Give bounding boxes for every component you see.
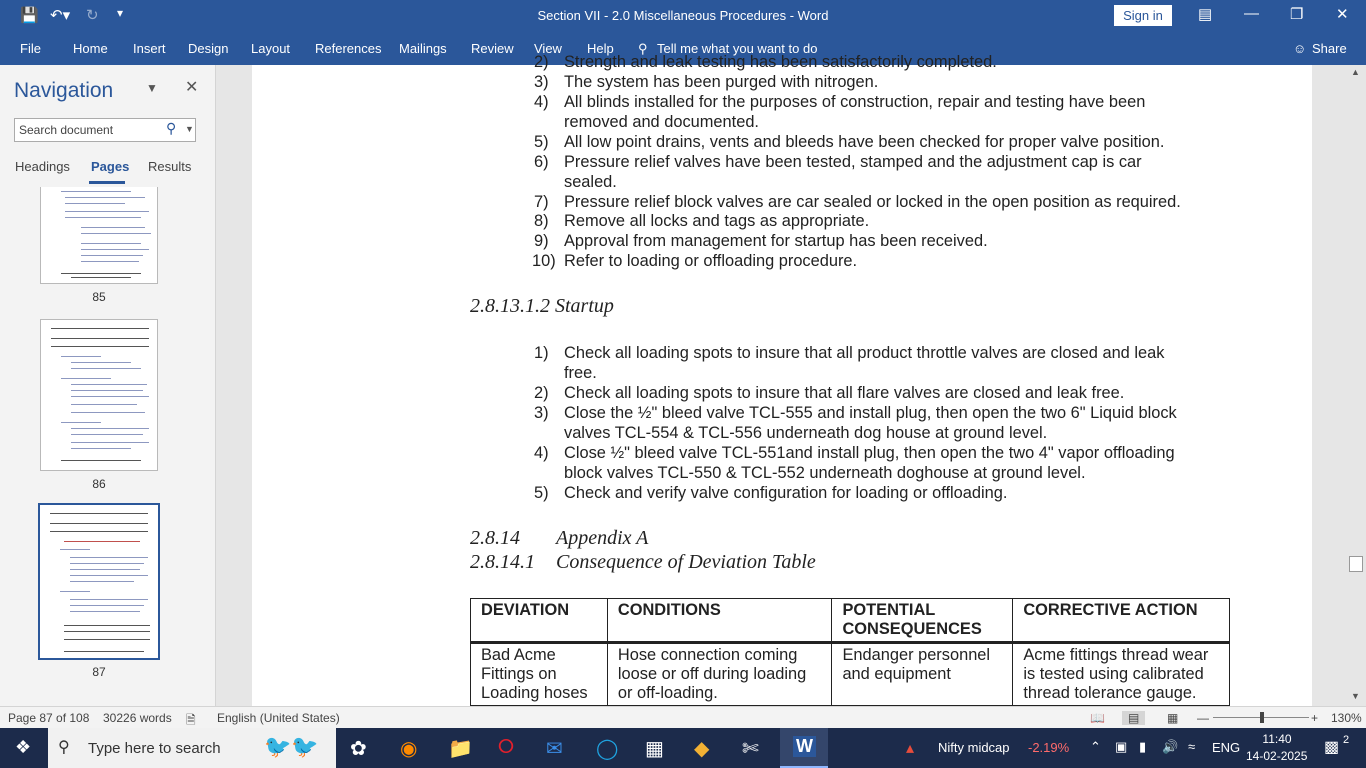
customize-qat-icon[interactable]: ▾ <box>117 6 124 20</box>
copilot-icon[interactable]: ✿ <box>350 738 367 760</box>
firefox-icon[interactable]: ◉ <box>400 738 418 760</box>
list-item-text: Approval from management for startup has been received. <box>564 232 988 250</box>
close-icon[interactable]: ✕ <box>1336 6 1349 23</box>
list-item-text: Refer to loading or offloading procedure. <box>564 252 858 270</box>
list-item-number: 7) <box>534 193 549 211</box>
tray-chevron-icon[interactable]: ⌃ <box>1090 739 1101 754</box>
tell-me-input[interactable]: Tell me what you want to do <box>657 41 818 56</box>
volume-icon[interactable]: 🔊 <box>1162 739 1179 754</box>
navigation-heading: Navigation <box>14 79 114 102</box>
list-item-text: Strength and leak testing has been satisfactorily completed. <box>564 53 997 71</box>
tab-layout[interactable]: Layout <box>251 41 291 56</box>
document-page[interactable] <box>252 53 1312 706</box>
table-header-row <box>471 599 1230 643</box>
notification-icon[interactable]: ▩ <box>1324 739 1340 756</box>
list-item-number: 5) <box>534 133 549 151</box>
table-cell: Acme fittings thread wear is tested using calibrated thread tolerance gauge. <box>1013 643 1230 706</box>
search-dropdown-icon[interactable]: ▼ <box>185 124 194 134</box>
appendix-number: 2.8.14 <box>470 527 520 549</box>
read-mode-icon[interactable]: 📖 <box>1090 711 1105 725</box>
search-icon[interactable]: ⚲ <box>166 120 177 136</box>
scroll-up-icon[interactable]: ▲ <box>1351 67 1360 77</box>
clock-time[interactable]: 11:40 <box>1262 732 1292 746</box>
page-thumbnail-87-selected[interactable] <box>38 503 160 660</box>
list-item-number: 3) <box>534 404 549 422</box>
list-item-text: All blinds installed for the purposes of construction, repair and testing have been <box>564 93 1146 111</box>
window-title: Section VII - 2.0 Miscellaneous Procedures - Word <box>537 8 829 23</box>
proofing-icon[interactable]: 🗎 <box>186 713 196 727</box>
word-count[interactable]: 30226 words <box>103 711 172 725</box>
search-icon: ⚲ <box>58 739 70 756</box>
zoom-in-icon[interactable]: + <box>1311 711 1319 725</box>
tab-insert[interactable]: Insert <box>133 41 166 56</box>
list-item-text: Close ½" bleed valve TCL-551and install plug, then open the two 4" vapor offloading <box>564 444 1175 462</box>
page-number-85: 85 <box>92 290 106 304</box>
list-item-number: 3) <box>534 73 549 91</box>
list-item-number: 10) <box>532 252 556 270</box>
nav-search-input[interactable]: Search document <box>14 118 196 142</box>
header-corrective-action: CORRECTIVE ACTION <box>1013 599 1230 643</box>
minimize-icon[interactable]: — <box>1244 5 1259 22</box>
tab-pages-underline <box>89 181 125 184</box>
birds-icon: 🐦🐦 <box>264 734 319 759</box>
share-button[interactable]: Share <box>1312 41 1347 56</box>
input-language[interactable]: ENG <box>1212 740 1241 755</box>
list-item-text: Check all loading spots to insure that all product throttle valves are closed and leak <box>564 344 1165 362</box>
list-item-text: sealed. <box>564 173 617 191</box>
list-item-number: 8) <box>534 212 549 230</box>
language-status[interactable]: English (United States) <box>217 711 340 725</box>
taskbar-search[interactable] <box>48 728 336 768</box>
list-item-text: Remove all locks and tags as appropriate. <box>564 212 870 230</box>
tab-home[interactable]: Home <box>73 41 108 56</box>
file-explorer-icon[interactable]: 📁 <box>448 738 473 760</box>
list-item-text: Pressure relief valves have been tested, stamped and the adjustment cap is car <box>564 153 1142 171</box>
table-section-number: 2.8.14.1 <box>470 551 535 573</box>
list-item-text: Close the ½" bleed valve TCL-555 and install plug, then open the two 6" Liquid block <box>564 404 1177 422</box>
app-icon[interactable]: ▦ <box>645 738 664 760</box>
list-item-text: removed and documented. <box>564 113 759 131</box>
edge-icon[interactable]: ◯ <box>596 738 619 760</box>
battery-icon[interactable]: ▮ <box>1139 739 1147 754</box>
list-item-text: All low point drains, vents and bleeds have been checked for proper valve position. <box>564 133 1165 151</box>
wifi-icon[interactable]: ≈ <box>1188 739 1196 754</box>
ribbon-display-icon[interactable]: ▤ <box>1198 6 1213 23</box>
tab-help[interactable]: Help <box>587 41 614 56</box>
title-bar <box>0 0 1366 32</box>
web-layout-icon[interactable]: ▦ <box>1167 711 1179 725</box>
page-count[interactable]: Page 87 of 108 <box>8 711 90 725</box>
word-taskbar-button[interactable] <box>780 728 828 768</box>
list-item-number: 5) <box>534 484 549 502</box>
word-icon: W <box>793 736 816 757</box>
status-bar <box>0 706 1366 728</box>
deviation-table <box>470 598 1230 706</box>
table-cell: Bad Acme Fittings on Loading hoses <box>471 643 608 706</box>
list-item-text: Check and verify valve configuration for loading or offloading. <box>564 484 1008 502</box>
zoom-slider-thumb[interactable] <box>1260 712 1264 723</box>
table-cell: Endanger personnel and equipment <box>832 643 1013 706</box>
tab-review[interactable]: Review <box>471 41 514 56</box>
opera-icon[interactable]: ⭘ <box>498 736 514 758</box>
header-conditions: CONDITIONS <box>607 599 832 643</box>
list-item-text: valves TCL-554 & TCL-556 underneath dog house at ground level. <box>564 424 1048 442</box>
stock-change[interactable]: -2.19% <box>1028 740 1070 755</box>
mail-icon[interactable]: ✉ <box>546 738 563 760</box>
taskbar <box>0 728 1366 768</box>
zoom-level[interactable]: 130% <box>1331 711 1362 725</box>
list-item-number: 9) <box>534 232 549 250</box>
table-section-title: Consequence of Deviation Table <box>556 551 816 573</box>
save-icon[interactable]: 💾 <box>20 7 39 24</box>
sign-in-button[interactable]: Sign in <box>1114 5 1172 26</box>
snipping-tool-icon[interactable]: ✄ <box>742 738 759 760</box>
stock-chart-icon: ▴ <box>906 740 915 757</box>
stock-name[interactable]: Nifty midcap <box>938 740 1010 755</box>
tab-headings[interactable]: Headings <box>15 159 70 174</box>
tab-design[interactable]: Design <box>188 41 229 56</box>
windows-start-icon[interactable]: ❖ <box>15 737 32 757</box>
page-thumbnail-85[interactable] <box>40 187 158 284</box>
nav-options-icon[interactable]: ▼ <box>146 81 158 95</box>
list-item-number: 4) <box>534 444 549 462</box>
list-item-text: Check all loading spots to insure that all flare valves are closed and leak free. <box>564 384 1125 402</box>
notification-count: 2 <box>1343 734 1350 746</box>
print-layout-icon[interactable]: ▤ <box>1122 711 1145 725</box>
nav-close-icon[interactable]: ✕ <box>185 79 199 96</box>
list-item-number: 2) <box>534 384 549 402</box>
tab-mailings[interactable]: Mailings <box>399 41 447 56</box>
list-item-number: 4) <box>534 93 549 111</box>
redo-icon[interactable]: ↻ <box>86 7 99 24</box>
tab-pages[interactable]: Pages <box>91 159 130 174</box>
list-item-text: free. <box>564 364 597 382</box>
lightbulb-icon: ⚲ <box>638 41 648 56</box>
list-item-text: block valves TCL-550 & TCL-552 underneath doghouse at ground level. <box>564 464 1086 482</box>
clock-date[interactable]: 14-02-2025 <box>1246 749 1308 763</box>
table-row <box>471 643 1230 706</box>
document-gutter <box>216 65 252 706</box>
list-item-number: 2) <box>534 53 549 71</box>
person-icon: ☺ <box>1293 41 1307 56</box>
taskbar-search-placeholder: Type here to search <box>88 740 221 757</box>
header-potential-consequences: POTENTIAL CONSEQUENCES <box>832 599 1013 643</box>
tab-file[interactable]: File <box>20 41 41 56</box>
scroll-down-icon[interactable]: ▼ <box>1351 691 1360 701</box>
zoom-out-icon[interactable]: — <box>1197 711 1209 725</box>
tab-references[interactable]: References <box>315 41 382 56</box>
tray-app-icon[interactable]: ▣ <box>1115 739 1128 754</box>
list-item-text: The system has been purged with nitrogen. <box>564 73 879 91</box>
page-number-86: 86 <box>92 477 106 491</box>
vertical-scrollbar[interactable] <box>1346 65 1366 706</box>
restore-icon[interactable]: ❐ <box>1290 6 1304 23</box>
scrollbar-thumb[interactable] <box>1349 556 1363 572</box>
undo-icon[interactable]: ↶▾ <box>50 7 71 24</box>
navigation-pane <box>0 65 216 706</box>
folder-stack-icon[interactable]: ◆ <box>694 738 710 760</box>
list-item-number: 1) <box>534 344 549 362</box>
list-item-text: Pressure relief block valves are car sealed or locked in the open position as required. <box>564 193 1181 211</box>
table-cell: Hose connection coming loose or off during loading or off-loading. <box>607 643 832 706</box>
header-deviation: DEVIATION <box>471 599 608 643</box>
page-number-87: 87 <box>92 665 106 679</box>
appendix-title: Appendix A <box>556 527 649 549</box>
page-thumbnail-86[interactable] <box>40 319 158 471</box>
tab-results[interactable]: Results <box>148 159 192 174</box>
list-item-number: 6) <box>534 153 549 171</box>
startup-heading: 2.8.13.1.2 Startup <box>470 295 614 317</box>
tab-view[interactable]: View <box>534 41 562 56</box>
